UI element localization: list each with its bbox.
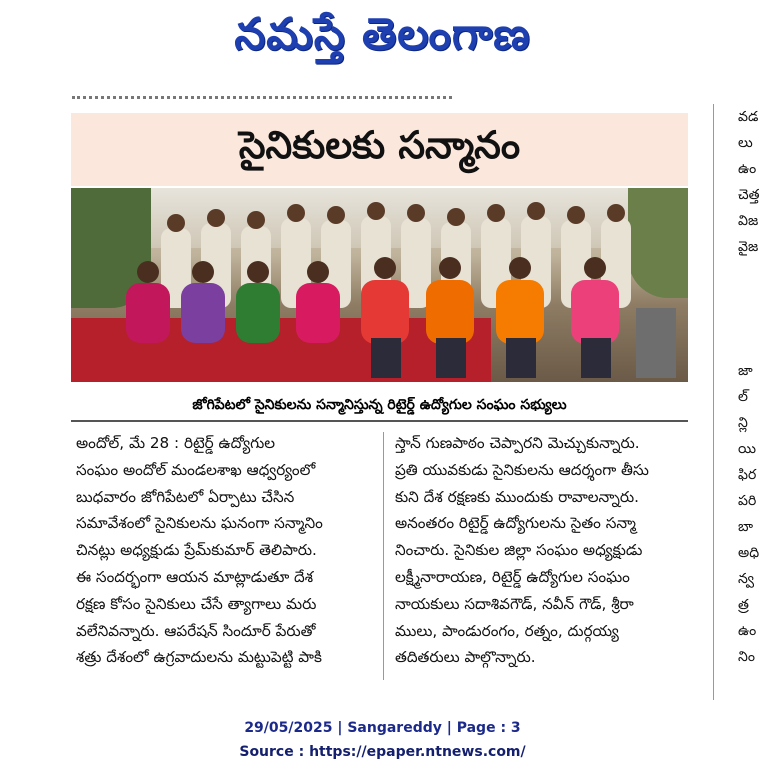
footer-date-edition: 29/05/2025 | Sangareddy | Page : 3 (244, 720, 521, 736)
article-column-right (395, 430, 701, 671)
article-line: స్తాన్ గుణపాఠం చెప్పారని మెచ్చుకున్నారు. (395, 434, 640, 452)
newspaper-logo: నమస్తే తెలంగాణ (234, 9, 531, 60)
adjacent-line: పరి (738, 493, 757, 509)
article-line: ఈ సందర్భంగా ఆయన మాట్లాడుతూ దేశ (76, 567, 314, 586)
article-line: ములు, పాండురంగం, రత్నం, దుర్గయ్య (395, 621, 619, 640)
adjacent-line: అధి (738, 545, 760, 561)
article-line: ప్రతి యువకుడు సైనికులను ఆదర్శంగా తీసు (395, 460, 649, 479)
adjacent-line: ఉం (738, 161, 757, 177)
adjacent-line: ఫిర (738, 467, 757, 483)
photo-caption-bar (71, 392, 688, 422)
article-line: సమావేశంలో సైనికులను ఘనంగా సన్మానిం (76, 514, 323, 533)
adjacent-line: న్లి (738, 415, 748, 431)
top-divider (72, 96, 452, 107)
adjacent-line: లు (738, 135, 753, 151)
page-footer (0, 716, 765, 764)
article-line: నించారు. సైనికుల జిల్లా సంఘం అధ్యక్షుడు (395, 541, 643, 560)
adjacent-line: వడ (738, 109, 759, 125)
adjacent-line: యి (738, 441, 757, 457)
article-line: లక్ష్మీనారాయణ, రిటైర్డ్ ఉద్యోగుల సంఘం (395, 567, 630, 586)
article-line: వలేనివన్నారు. ఆపరేషన్ సిందూర్ పేరుతో (76, 621, 316, 640)
adjacent-line: త్ర (738, 597, 749, 613)
article-line: శత్రు దేశంలో ఉగ్రవాదులను మట్టుపెట్టి పాకి (76, 648, 322, 667)
photo-caption: జోగిపేటలో సైనికులను సన్మానిస్తున్న రిటైర్డ్ ఉద్యోగుల సంఘం సభ్యులు (192, 396, 567, 413)
article-line: కుని దేశ రక్షణకు ముందుకు రావాలన్నారు. (395, 487, 639, 506)
adjacent-line: విజ (738, 213, 759, 229)
adjacent-line: చెత్త (738, 187, 760, 203)
article-line: చినట్లు అధ్యక్షుడు ప్రేమ్‌కుమార్ తెలిపారు. (76, 541, 317, 560)
article-photo (71, 188, 688, 382)
adjacent-line: బా (738, 519, 754, 535)
page-column-rule (713, 104, 714, 700)
column-divider (383, 432, 384, 680)
adjacent-article-bottom (738, 358, 765, 670)
adjacent-line: ఉం (738, 623, 757, 639)
article-line: సంఘం అందోల్ మండలశాఖ ఆధ్వర్యంలో (76, 460, 316, 479)
adjacent-line: ల్ (738, 389, 748, 405)
adjacent-line: న్వ (738, 571, 755, 587)
footer-source: Source : https://epaper.ntnews.com/ (239, 744, 526, 760)
article-line: అందోల్, మే 28 : రిటైర్డ్ ఉద్యోగుల (76, 434, 276, 452)
article-line: బుధవారం జోగిపేటలో ఏర్పాటు చేసిన (76, 487, 295, 506)
article-headline: సైనికులకు సన్మానం (238, 122, 521, 167)
article-line: నాయకులు సదాశివగౌడ్, నవీన్ గౌడ్, శ్రీరా (395, 594, 634, 613)
photo-group-figures (71, 188, 688, 382)
masthead (0, 0, 765, 80)
adjacent-line: నిం (738, 649, 755, 665)
adjacent-line: వైజ (738, 239, 759, 255)
adjacent-article-top (738, 104, 765, 260)
adjacent-line: జా (738, 363, 753, 379)
article-line: రక్షణ కోసం సైనికులు చేసే త్యాగాలు మరు (76, 594, 317, 613)
headline-band (71, 113, 688, 186)
article-line: తదితరులు పాల్గొన్నారు. (395, 648, 536, 667)
article-column-left (76, 430, 382, 671)
article-line: అనంతరం రిటైర్డ్ ఉద్యోగులను సైతం సన్మా (395, 514, 636, 533)
